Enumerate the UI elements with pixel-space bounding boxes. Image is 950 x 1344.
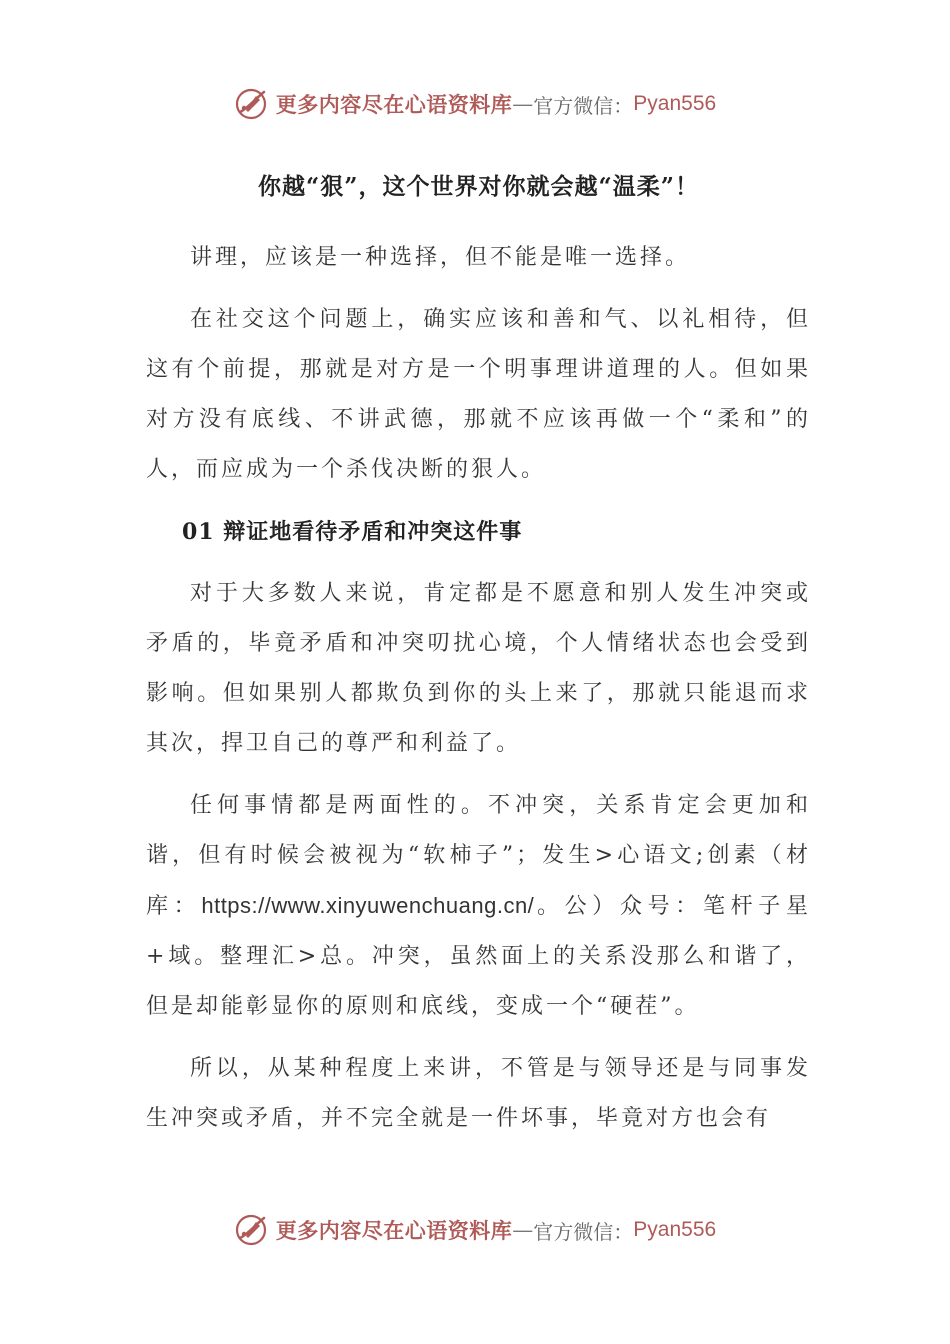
pen-nib-icon [234,86,270,122]
banner-wechat-label: 官方微信： [533,93,634,118]
source-url: https://www.xinyuwenchuang.cn/ [201,893,535,918]
banner-wechat-id: Pyan556 [633,1218,717,1241]
banner-slogan: 更多内容尽在心语资料库 [275,1218,513,1243]
banner-separator: — [512,92,534,116]
paragraph-5: 所以，从某种程度上来讲，不管是与领导还是与同事发生冲突或矛盾，并不完全就是一件坏事，毕竟对方也会有 [146,1056,811,1131]
banner-wechat-id: Pyan556 [633,92,717,115]
banner-slogan: 更多内容尽在心语资料库 [275,92,513,117]
banner-wechat-label: 官方微信： [533,1219,634,1244]
paragraph-4-part-a: 任何事情都是两面性的。不冲突，关系肯定会更加和谐，但有时候会被视为“软柿子”；发生>心语文;创素（材库： [146,793,811,919]
pen-nib-icon [234,1212,270,1248]
paragraph-4 [146,781,811,1032]
paragraph-3: 对于大多数人来说，肯定都是不愿意和别人发生冲突或矛盾的，毕竟矛盾和冲突叨扰心境，个人情绪状态也会受到影响。但如果别人都欺负到你的头上来了，那就只能退而求其次，捍卫自己的尊严和利益了。 [146,581,811,756]
paragraph-2: 在社交这个问题上，确实应该和善和气、以礼相待，但这有个前提，那就是对方是一个明事理讲道理的人。但如果对方没有底线、不讲武德，那就不应该再做一个“柔和”的人，而应成为一个杀伐决断的狠人。 [146,307,811,482]
banner-separator: — [512,1218,534,1242]
article-body [146,168,811,1156]
article-title: 你越“狠”，这个世界对你就会越“温柔”！ [258,173,699,200]
section-heading: 01 辩证地看待矛盾和冲突这件事 [182,519,523,545]
paragraph-1: 讲理，应该是一种选择，但不能是唯一选择。 [190,245,691,270]
paragraph-4-part-b: 。公）众号：笔杆子星+域。整理汇>总。冲突，虽然面上的关系没那么和谐了，但是却能彰显你的原则和底线，变成一个“硬茬”。 [146,894,811,1019]
header-banner [0,82,950,126]
footer-banner [0,1208,950,1252]
